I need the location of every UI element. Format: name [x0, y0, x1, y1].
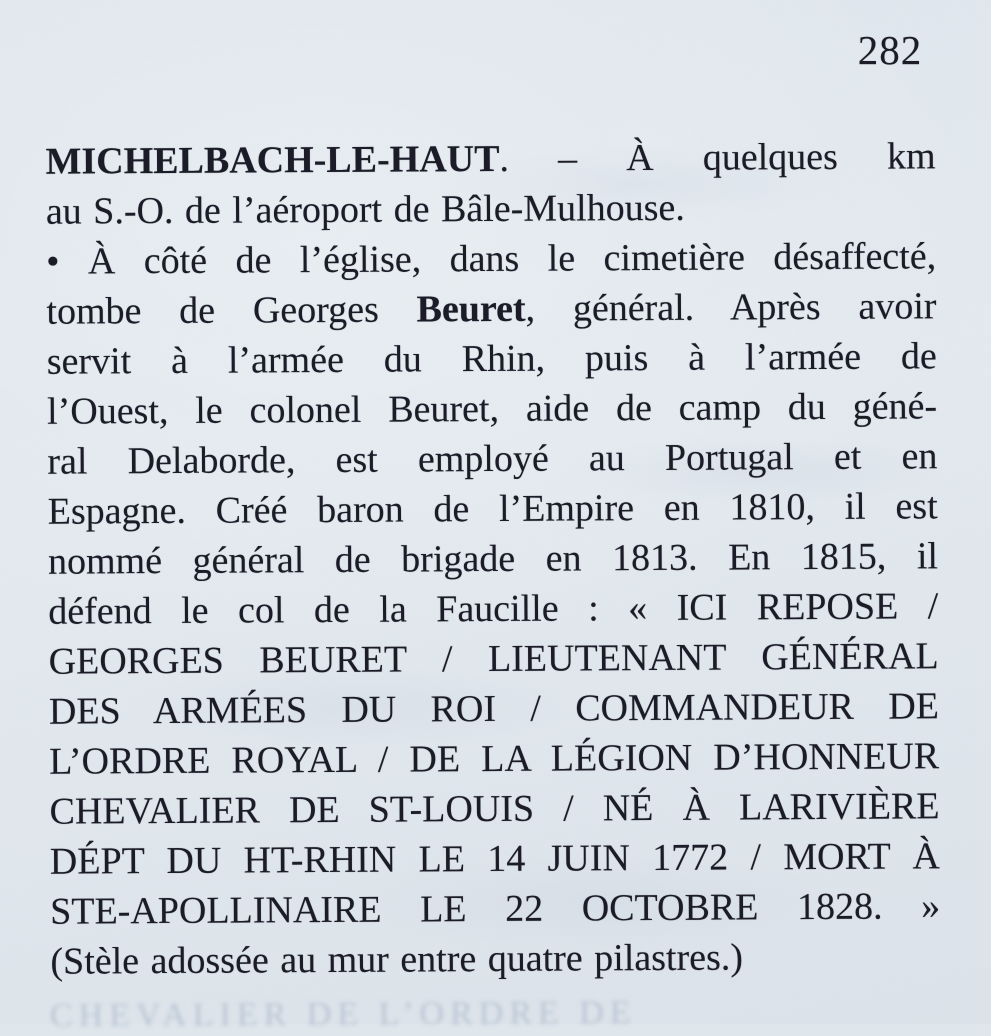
text-segment: DÉPT DU HT-RHIN LE 14 JUIN 1772 / MORT À [49, 835, 940, 883]
bold-text-segment: Beuret [416, 287, 526, 331]
text-segment: l’Ouest, le colonel Beuret, aide de camp du géné- [46, 385, 938, 433]
text-line-7 [47, 431, 937, 486]
text-segment: . – À quelques km [499, 135, 936, 180]
text-line-2 [46, 181, 936, 236]
text-segment: DES ARMÉES DU ROI / COMMANDEUR DE [48, 685, 940, 733]
text-segment: CHEVALIER DE ST-LOUIS / NÉ À LARIVIÈRE [49, 785, 940, 833]
text-line-16 [50, 881, 940, 936]
text-line-14 [49, 781, 939, 836]
text-segment: ral Delaborde, est employé au Portugal et en [47, 435, 938, 483]
entry-text-block [45, 131, 940, 986]
text-line-17 [50, 931, 940, 986]
text-line-11 [48, 631, 938, 686]
text-line-1 [45, 131, 935, 186]
text-line-12 [49, 681, 939, 736]
bold-text-segment: MICHELBACH-LE-HAUT [45, 137, 500, 183]
page-number: 282 [857, 27, 923, 73]
text-segment: , général. Après avoir [525, 285, 937, 330]
show-through-text: CHEVALIER DE L’ORDRE DE [49, 994, 637, 1035]
text-segment: nommé général de brigade en 1813. En 1815, il [47, 535, 939, 583]
text-line-9 [48, 531, 938, 586]
text-line-3 [46, 231, 936, 286]
text-segment: STE-APOLLINAIRE LE 22 OCTOBRE 1828. » [50, 885, 941, 933]
text-segment: GEORGES BEURET / LIEUTENANT GÉNÉRAL [48, 635, 939, 683]
text-segment: tombe de Georges [46, 288, 417, 333]
text-line-15 [50, 831, 940, 886]
text-segment: • À côté de l’église, dans le cimetière désaffecté, [46, 235, 937, 283]
text-line-4 [46, 281, 936, 336]
text-segment: défend le col de la Faucille : « ICI REPOSE / [48, 585, 939, 633]
text-line-8 [48, 481, 938, 536]
text-segment: L’ORDRE ROYAL / DE LA LÉGION D’HONNEUR [49, 735, 940, 783]
text-line-6 [47, 381, 937, 436]
text-segment: au S.-O. de l’aéroport de Bâle-Mulhouse. [45, 186, 685, 233]
text-line-13 [49, 731, 939, 786]
text-line-10 [48, 581, 938, 636]
text-line-5 [47, 331, 937, 386]
text-segment: (Stèle adossée au mur entre quatre pilastres.) [50, 936, 744, 983]
text-segment: Espagne. Créé baron de l’Empire en 1810, il est [47, 485, 938, 533]
text-segment: servit à l’armée du Rhin, puis à l’armée de [46, 335, 937, 383]
